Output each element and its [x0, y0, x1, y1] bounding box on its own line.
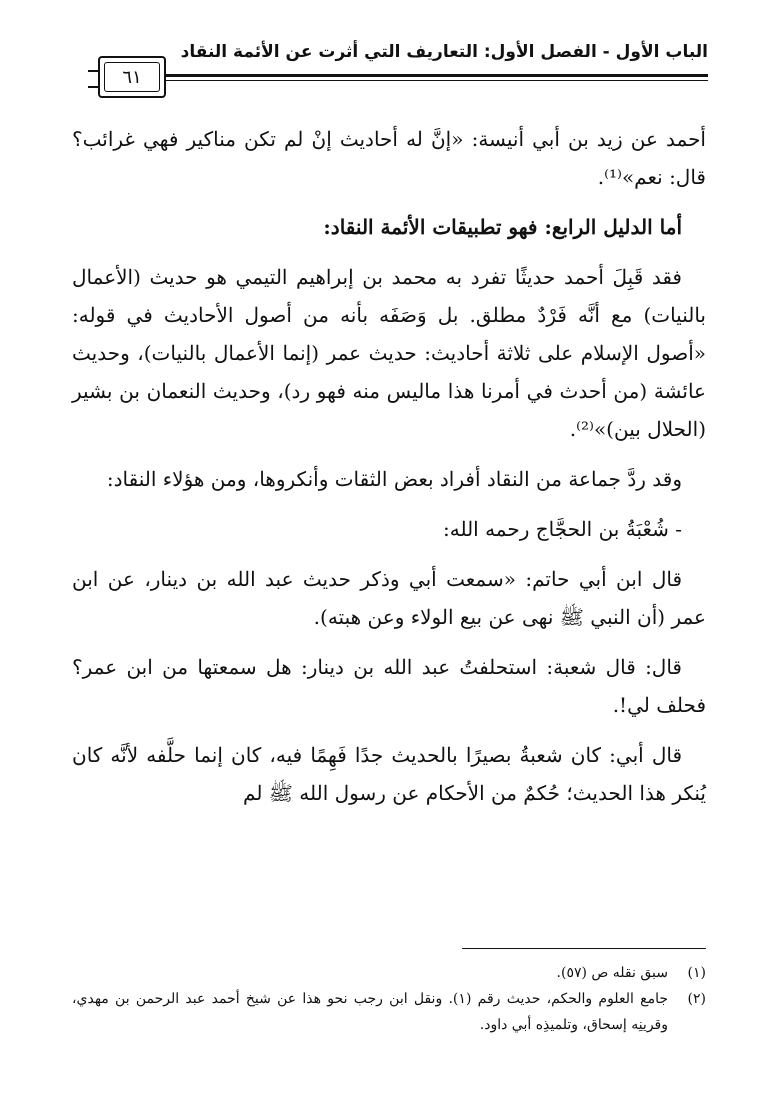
paragraph-6: قال ابن أبي حاتم: «سمعت أبي وذكر حديث عبد الله بن دينار، عن ابن عمر (أن النبي ﷺ نهى عن بيع الولاء وعن هبته).	[72, 567, 706, 629]
paragraph-8: قال أبي: كان شعبةُ بصيرًا بالحديث جدًا فَهِمًا فيه، كان إنما حلَّفه لأنَّه كان يُنكر هذا الحديث؛ حُكمٌ من الأحكام عن رسول الله ﷺ لم	[72, 743, 706, 805]
footnote-separator	[462, 948, 706, 949]
page-number-frame	[98, 56, 166, 98]
page-number: ٦١	[104, 62, 160, 92]
list-entry-shubah: - شُعْبَةُ بن الحجَّاج رحمه الله:	[442, 517, 682, 541]
footnote-number: (٢)	[687, 991, 706, 1007]
chapter-title: الباب الأول - الفصل الأول: التعاريف التي أثرت عن الأئمة النقاد	[180, 42, 708, 62]
paragraph-7: قال: قال شعبة: استحلفتُ عبد الله بن دينار: هل سمعتها من ابن عمر؟ فحلف لي!.	[72, 655, 706, 717]
footnote-text: سبق نقله ص (٥٧).	[556, 965, 668, 981]
page-body	[72, 120, 706, 824]
footnotes	[72, 960, 706, 1038]
header-rule	[146, 74, 708, 77]
paragraph-1: أحمد عن زيد بن أبي أنيسة: «إنَّ له أحاديث إنْ لم تكن مناكير فهي غرائب؟ قال: نعم»⁽¹⁾.	[72, 127, 706, 189]
footnote	[72, 960, 706, 986]
footnote-text: جامع العلوم والحكم، حديث رقم (١). ونقل ابن رجب نحو هذا عن شيخ أحمد عبد الرحمن بن مهدي، وقرينِه إسحاق، وتلميذِه أبي داود.	[72, 991, 668, 1033]
paragraph-3: فقد قَبِلَ أحمد حديثًا تفرد به محمد بن إبراهيم التيمي هو حديث (الأعمال بالنيات) مع أنَّه فَرْدٌ مطلق. بل وَصَفَه بأنه من أصول الأحاديث في قوله: «أصول الإسلام على ثلاثة أحاديث: حديث عمر (إنما الأعمال بالنيات)، وحديث عائشة (من أحدث في أمرنا هذا ماليس منه فهو رد)، وحديث النعمان بن بشير (الحلال بين)»⁽²⁾.	[72, 265, 706, 441]
page-header	[68, 40, 708, 102]
footnote	[72, 986, 706, 1038]
header-rule-thin	[146, 80, 708, 81]
paragraph-4: وقد ردَّ جماعة من النقاد أفراد بعض الثقات وأنكروها، ومن هؤلاء النقاد:	[106, 467, 682, 491]
footnote-number: (١)	[687, 965, 706, 981]
section-heading: أما الدليل الرابع: فهو تطبيقات الأئمة النقاد:	[323, 215, 682, 239]
